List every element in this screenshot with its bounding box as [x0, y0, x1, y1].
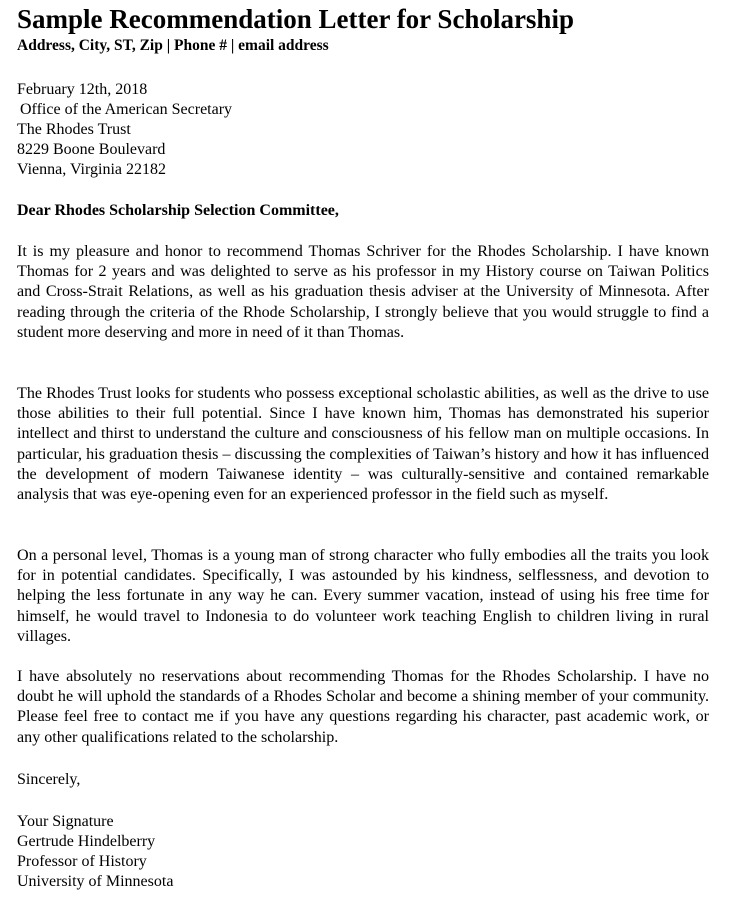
signature-block [17, 812, 173, 892]
body-paragraph-4: I have absolutely no reservations about recommending Thomas for the Rhodes Scholarship. I have no doubt he will uphold the standards of a Rhodes Scholar and become a shining member of your community. Please feel free to contact me if you have any questions regarding his character, past academic work, or any other qualifications related to the scholarship. [17, 668, 709, 746]
recipient-line-organization: The Rhodes Trust [17, 121, 131, 138]
letter-date: February 12th, 2018 [17, 81, 148, 98]
page-title: Sample Recommendation Letter for Scholarship [17, 4, 574, 34]
contact-line: Address, City, ST, Zip | Phone # | email address [17, 37, 329, 54]
salutation: Dear Rhodes Scholarship Selection Committee, [17, 202, 339, 219]
signature-placeholder: Your Signature [17, 813, 114, 830]
recipient-line-street: 8229 Boone Boulevard [17, 141, 166, 158]
signer-title: Professor of History [17, 853, 147, 870]
body-paragraph-2: The Rhodes Trust looks for students who possess exceptional scholastic abilities, as well as the drive to use those abilities to their full potential. Since I have known him, Thomas has demonstrated his superior intellect and thirst to understand the culture and consciousness of his fellow man on multiple occasions. In particular, his graduation thesis – discussing the complexities of Taiwan’s history and how it has influenced the development of modern Taiwanese identity – was culturally-sensitive and contained remarkable analysis that was eye-opening even for an experienced professor in the field such as myself. [17, 385, 709, 504]
signer-name: Gertrude Hindelberry [17, 833, 156, 850]
date-and-recipient-block [17, 80, 232, 180]
closing: Sincerely, [17, 771, 81, 788]
signer-institution: University of Minnesota [17, 873, 174, 890]
body-paragraph-3: On a personal level, Thomas is a young man of strong character who fully embodies all the traits you look for in potential candidates. Specifically, I was astounded by his kindness, selflessness, and devotion to helping the less fortunate in any way he can. Every summer vacation, instead of using his free time for himself, he would travel to Indonesia to do volunteer work teaching English to children living in rural villages. [17, 547, 709, 645]
body-paragraph-1: It is my pleasure and honor to recommend Thomas Schriver for the Rhodes Scholarship. I have known Thomas for 2 years and was delighted to serve as his professor in my History course on Taiwan Politics and Cross-Strait Relations, as well as his graduation thesis adviser at the University of Minnesota. After reading through the criteria of the Rhode Scholarship, I strongly believe that you would struggle to find a student more deserving and more in need of it than Thomas. [17, 243, 709, 341]
recipient-line-office: Office of the American Secretary [20, 101, 233, 118]
recipient-line-city: Vienna, Virginia 22182 [17, 161, 167, 178]
